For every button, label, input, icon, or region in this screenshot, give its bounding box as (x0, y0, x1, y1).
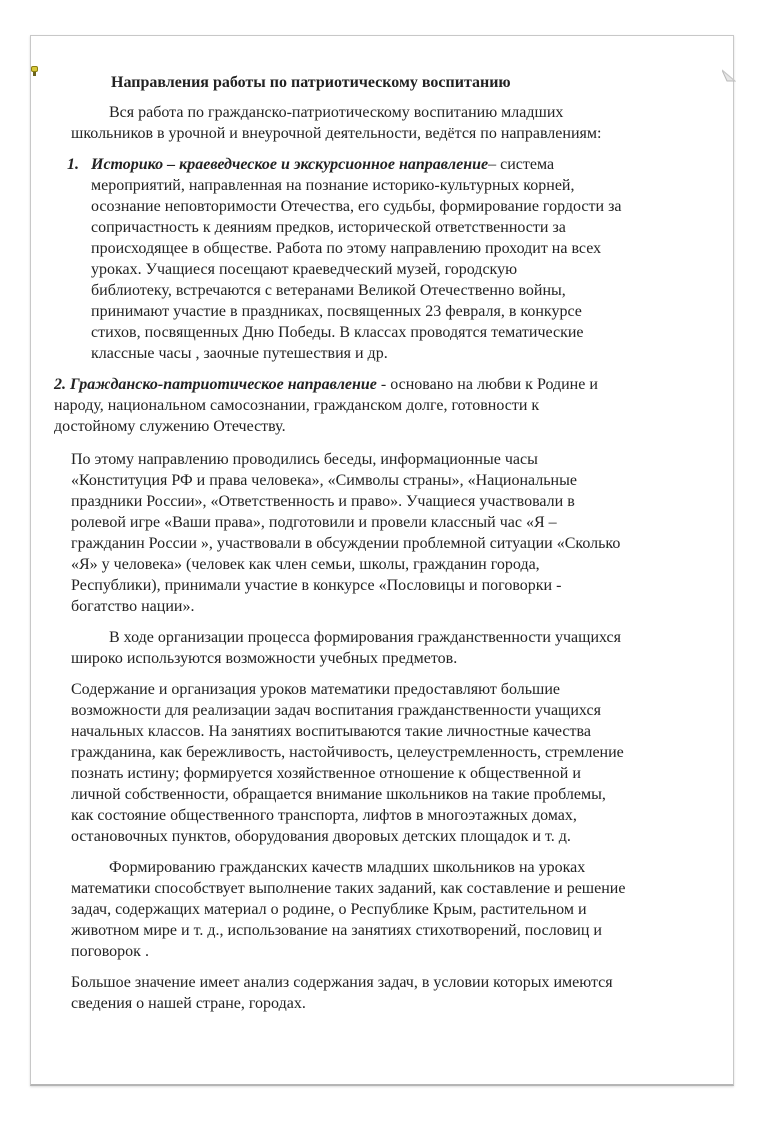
text-line: Формированию гражданских качеств младших школьников на уроках (109, 859, 586, 876)
text-line: осознание неповторимости Отечества, его судьбы, формирование гордости за (91, 198, 622, 215)
intro-paragraph (71, 102, 715, 144)
list-item-heading: Историко – краеведческое и экскурсионное направление (91, 156, 489, 173)
text-line: Содержание и организация уроков математики предоставляют большие (71, 681, 560, 698)
text-line: начальных классов. На занятиях воспитываются такие личностные качества (71, 723, 591, 740)
text-line: Вся работа по гражданско-патриотическому воспитанию младших (109, 104, 564, 121)
text-line: мероприятий, направленная на познание историко-культурных корней, (91, 177, 575, 194)
list-item-1 (67, 154, 715, 364)
list-number: 1. (67, 156, 79, 173)
paragraph-subjects (71, 627, 715, 669)
text-line: классные часы , заочные путешествия и др. (91, 345, 388, 362)
text-line: широко используются возможности учебных предметов. (71, 650, 458, 667)
text-fragment: - основано на любви к Родине и (376, 376, 598, 393)
text-line: поговорок . (71, 943, 149, 960)
text-line: математики способствует выполнение таких заданий, как составление и решение (71, 880, 626, 897)
text-line: богатство нации». (71, 598, 195, 615)
paragraph-math-lessons (71, 679, 715, 847)
text-line: достойному служению Отечеству. (54, 418, 286, 435)
text-line: По этому направлению проводились беседы, информационные часы (71, 451, 538, 468)
pin-icon (31, 66, 38, 76)
text-line: происходящее в обществе. Работа по этому направлению проходит на всех (91, 240, 602, 257)
text-line: животном мире и т. д., использование на занятиях стихотворений, пословиц и (71, 922, 602, 939)
text-line: остановочных пунктов, оборудования дворовых детских площадок и т. д. (71, 828, 571, 845)
text-line: уроках. Учащиеся посещают краеведческий музей, городскую (91, 261, 518, 278)
fold-svg (722, 69, 736, 83)
text-line: задач, содержащих материал о родине, о Республике Крым, растительном и (71, 901, 587, 918)
page-fold-corner-icon (722, 69, 736, 83)
text-line: ролевой игре «Ваши права», подготовили и провели классный час «Я – (71, 514, 557, 531)
text-line: школьников в урочной и внеурочной деятельности, ведётся по направлениям: (71, 125, 602, 142)
list-item-heading: 2. Гражданско-патриотическое направление (54, 376, 377, 393)
text-line: «Я» у человека» (человек как член семьи, школы, гражданин города, (71, 556, 540, 573)
text-line: личной собственности, обращается внимание школьников на такие проблемы, (71, 786, 606, 803)
text-line: возможности для реализации задач воспитания гражданственности учащихся (71, 702, 601, 719)
text-line: принимают участие в праздниках, посвященных 23 февраля, в конкурсе (91, 303, 582, 320)
list-item-2 (54, 374, 715, 437)
document-content (54, 72, 715, 1014)
text-line: Большое значение имеет анализ содержания задач, в условии которых имеются (71, 974, 613, 991)
text-line: «Конституция РФ и права человека», «Символы страны», «Национальные (71, 472, 577, 489)
document-title: Направления работы по патриотическому воспитанию (111, 74, 511, 91)
text-line: библиотеку, встречаются с ветеранами Великой Отечественно войны, (91, 282, 566, 299)
text-line: гражданин России », участвовали в обсуждении проблемной ситуации «Сколько (71, 535, 621, 552)
text-line: стихов, посвященных Дню Победы. В классах проводятся тематические (91, 324, 584, 341)
text-line: В ходе организации процесса формирования гражданственности учащихся (109, 629, 621, 646)
text-line: познать истину; формируется хозяйственное отношение к общественной и (71, 765, 581, 782)
text-line: Республики), принимали участие в конкурсе «Пословицы и поговорки - (71, 577, 562, 594)
text-line (54, 374, 715, 395)
text-line: гражданина, как бережливость, настойчивость, целеустремленность, стремление (71, 744, 624, 761)
pin-tip (33, 72, 36, 76)
paragraph-civic-qualities (71, 857, 715, 962)
document-page (30, 35, 734, 1086)
paragraph-activities (71, 449, 715, 617)
text-line: народу, национальном самосознании, гражданском долге, готовности к (54, 397, 540, 414)
list-item-body (91, 154, 715, 364)
text-line: как состояние общественного транспорта, лифтов в многоэтажных домах, (71, 807, 577, 824)
text-line: сведения о нашей стране, городах. (71, 995, 306, 1012)
text-line: сопричастность к деяниям предков, исторической ответственности за (91, 219, 566, 236)
text-line: праздники России», «Ответственность и право». Учащиеся участвовали в (71, 493, 575, 510)
text-fragment: – система (488, 156, 555, 173)
paragraph-task-analysis (71, 972, 715, 1014)
text-line (91, 154, 715, 175)
